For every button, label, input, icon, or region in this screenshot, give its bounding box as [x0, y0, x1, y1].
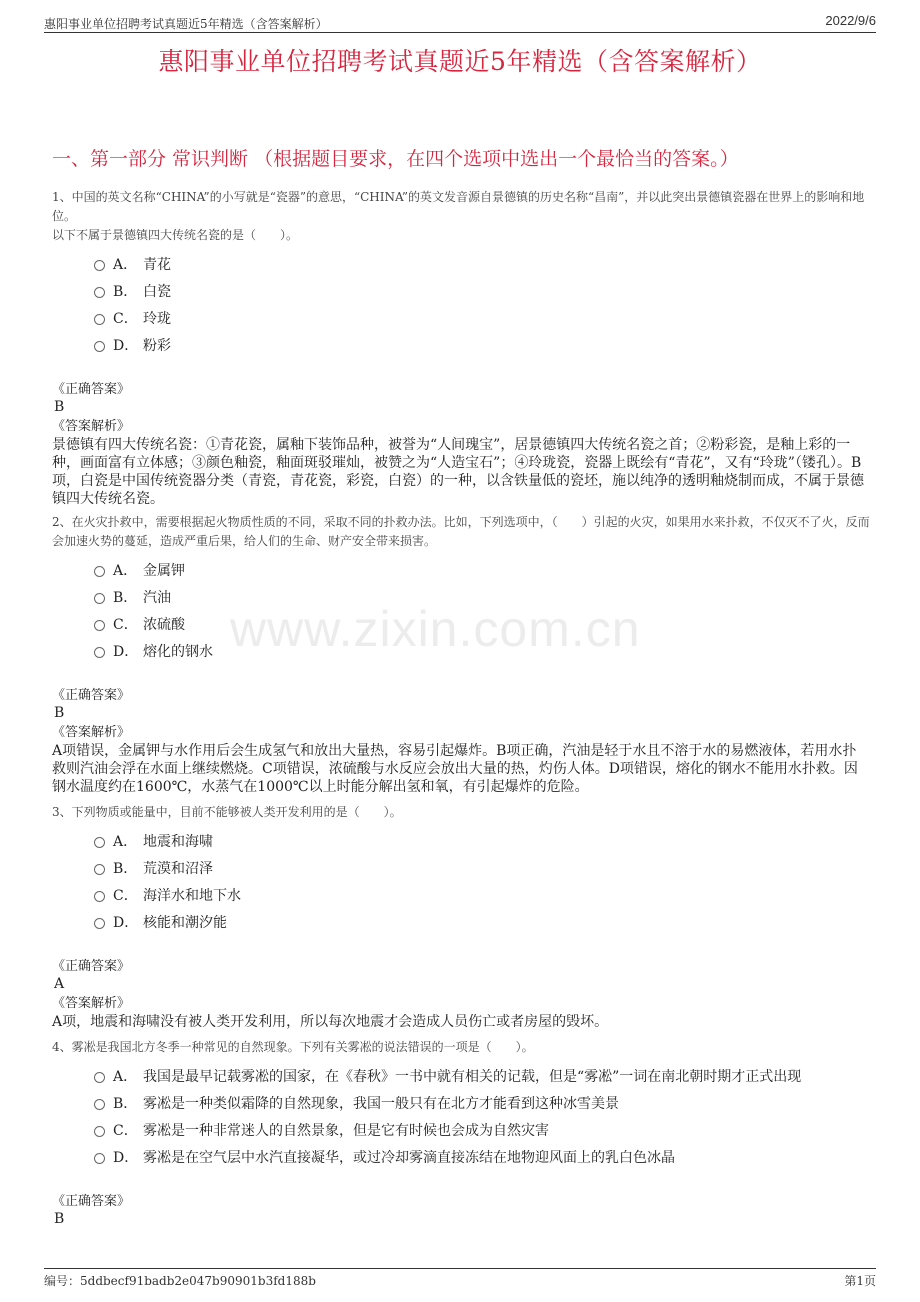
analysis-label: 《答案解析》	[52, 419, 131, 434]
option-key: A．	[113, 562, 138, 579]
question-stem: 1、中国的英文名称“CHINA”的小写就是“瓷器”的意思，“CHINA”的英文发音源自景德镇的历史名称“昌南”，并以此突出景德镇瓷器在世界上的影响和地位。	[52, 190, 865, 223]
answer-label: 《正确答案》	[52, 959, 131, 974]
question-stem-line2: 以下不属于景德镇四大传统名瓷的是（ ）。	[52, 228, 299, 242]
option-b[interactable]	[94, 583, 870, 610]
page-footer	[44, 1268, 876, 1289]
radio-icon[interactable]	[94, 891, 105, 902]
option-key: A．	[113, 833, 138, 850]
option-text: 金属钾	[143, 562, 185, 579]
option-key: B．	[113, 589, 138, 606]
option-key: A．	[113, 1068, 138, 1085]
radio-icon[interactable]	[94, 341, 105, 352]
option-key: D．	[113, 643, 139, 660]
option-text: 青花	[143, 256, 171, 273]
option-text: 玲珑	[143, 310, 171, 327]
option-key: C．	[113, 1122, 138, 1139]
document-title: 惠阳事业单位招聘考试真题近5年精选（含答案解析）	[158, 47, 762, 76]
analysis-label: 《答案解析》	[52, 725, 131, 740]
page-number: 第1页	[844, 1274, 876, 1288]
analysis-label: 《答案解析》	[52, 996, 131, 1011]
option-text: 熔化的钢水	[143, 643, 213, 660]
option-a[interactable]	[94, 1062, 870, 1089]
option-text: 雾凇是在空气层中水汽直接凝华，或过冷却雾滴直接冻结在地物迎风面上的乳白色冰晶	[143, 1149, 675, 1166]
option-list	[52, 556, 870, 664]
option-d[interactable]	[94, 637, 870, 664]
section-title: 一、第一部分 常识判断 （根据题目要求，在四个选项中选出一个最恰当的答案。）	[52, 148, 739, 170]
option-key: D．	[113, 914, 139, 931]
option-c[interactable]	[94, 881, 870, 908]
option-list	[52, 1062, 870, 1170]
option-d[interactable]	[94, 1143, 870, 1170]
option-list	[52, 827, 870, 935]
option-c[interactable]	[94, 1116, 870, 1143]
option-d[interactable]	[94, 908, 870, 935]
radio-icon[interactable]	[94, 620, 105, 631]
question-1	[52, 188, 870, 508]
radio-icon[interactable]	[94, 287, 105, 298]
option-a[interactable]	[94, 556, 870, 583]
answer-value: B	[54, 399, 65, 415]
question-4	[52, 1038, 870, 1229]
answer-value: A	[54, 976, 65, 992]
answer-label: 《正确答案》	[52, 1194, 131, 1209]
option-key: C．	[113, 310, 138, 327]
radio-icon[interactable]	[94, 918, 105, 929]
option-b[interactable]	[94, 1089, 870, 1116]
option-key: B．	[113, 1095, 138, 1112]
option-text: 汽油	[143, 589, 171, 606]
option-text: 白瓷	[143, 283, 171, 300]
option-key: C．	[113, 616, 138, 633]
radio-icon[interactable]	[94, 593, 105, 604]
option-text: 雾凇是一种类似霜降的自然现象，我国一般只有在北方才能看到这种冰雪美景	[143, 1095, 619, 1112]
radio-icon[interactable]	[94, 1153, 105, 1164]
question-3	[52, 803, 870, 1031]
header-date: 2022/9/6	[825, 13, 876, 28]
analysis-text: A项错误，金属钾与水作用后会生成氢气和放出大量热，容易引起爆炸。B项正确，汽油是轻于水且不溶于水的易燃液体，若用水扑救则汽油会浮在水面上继续燃烧。C项错误，浓硫酸与水反应会放出大量的热，灼伤人体。D项错误，熔化的钢水不能用水扑救。因钢水温度约在1600℃，水蒸气在1000℃以上时能分解出氢和氧，有引起爆炸的危险。	[52, 743, 858, 795]
radio-icon[interactable]	[94, 314, 105, 325]
option-text: 浓硫酸	[143, 616, 185, 633]
option-text: 地震和海啸	[143, 833, 213, 850]
option-c[interactable]	[94, 304, 870, 331]
radio-icon[interactable]	[94, 1126, 105, 1137]
option-list	[52, 250, 870, 358]
option-text: 我国是最早记载雾凇的国家，在《春秋》一书中就有相关的记载，但是“雾凇”一词在南北朝时期才正式出现	[143, 1068, 802, 1085]
radio-icon[interactable]	[94, 260, 105, 271]
option-d[interactable]	[94, 331, 870, 358]
answer-label: 《正确答案》	[52, 382, 131, 397]
option-key: D．	[113, 1149, 139, 1166]
option-key: D．	[113, 337, 139, 354]
radio-icon[interactable]	[94, 566, 105, 577]
option-text: 粉彩	[143, 337, 171, 354]
watermark: www.zixin.com.cn	[230, 601, 641, 657]
option-c[interactable]	[94, 610, 870, 637]
document-code: 编号：5ddbecf91badb2e047b90901b3fd188b	[44, 1274, 316, 1288]
option-a[interactable]	[94, 827, 870, 854]
option-key: B．	[113, 283, 138, 300]
header-doc-title: 惠阳事业单位招聘考试真题近5年精选（含答案解析）	[44, 17, 328, 31]
answer-value: B	[54, 1211, 65, 1227]
question-2	[52, 513, 870, 796]
option-key: C．	[113, 887, 138, 904]
option-b[interactable]	[94, 277, 870, 304]
analysis-text: A项，地震和海啸没有被人类开发利用，所以每次地震才会造成人员伤亡或者房屋的毁坏。	[52, 1014, 609, 1030]
option-a[interactable]	[94, 250, 870, 277]
option-b[interactable]	[94, 854, 870, 881]
radio-icon[interactable]	[94, 837, 105, 848]
question-stem: 3、下列物质或能量中，目前不能够被人类开发利用的是（ ）。	[52, 805, 402, 819]
radio-icon[interactable]	[94, 1099, 105, 1110]
option-text: 荒漠和沼泽	[143, 860, 213, 877]
option-text: 海洋水和地下水	[143, 887, 241, 904]
radio-icon[interactable]	[94, 864, 105, 875]
option-text: 核能和潮汐能	[143, 914, 227, 931]
option-text: 雾凇是一种非常迷人的自然景象，但是它有时候也会成为自然灾害	[143, 1122, 549, 1139]
option-key: B．	[113, 860, 138, 877]
page-header	[44, 12, 876, 33]
question-stem: 2、在火灾扑救中，需要根据起火物质性质的不同，采取不同的扑救办法。比如，下列选项中，（ ）引起的火灾，如果用水来扑救，不仅灭不了火，反而会加速火势的蔓延，造成严重后果，给人们的生命、财产安全带来损害。	[52, 515, 870, 548]
question-stem: 4、雾凇是我国北方冬季一种常见的自然现象。下列有关雾凇的说法错误的一项是（ ）。	[52, 1040, 534, 1054]
radio-icon[interactable]	[94, 1072, 105, 1083]
answer-label: 《正确答案》	[52, 688, 131, 703]
answer-value: B	[54, 705, 65, 721]
option-key: A．	[113, 256, 138, 273]
radio-icon[interactable]	[94, 647, 105, 658]
analysis-text: 景德镇有四大传统名瓷：①青花瓷，属釉下装饰品种，被誉为“人间瑰宝”，居景德镇四大传统名瓷之首；②粉彩瓷，是釉上彩的一种，画面富有立体感；③颜色釉瓷，釉面斑驳璀灿，被赞之为“人造宝石”；④玲珑瓷，瓷器上既绘有“青花”，又有“玲珑”（镂孔）。B项，白瓷是中国传统瓷器分类（青瓷，青花瓷，彩瓷，白瓷）的一种，以含铁量低的瓷坯，施以纯净的透明釉烧制而成，不属于景德镇四大传统名瓷。	[52, 437, 864, 507]
